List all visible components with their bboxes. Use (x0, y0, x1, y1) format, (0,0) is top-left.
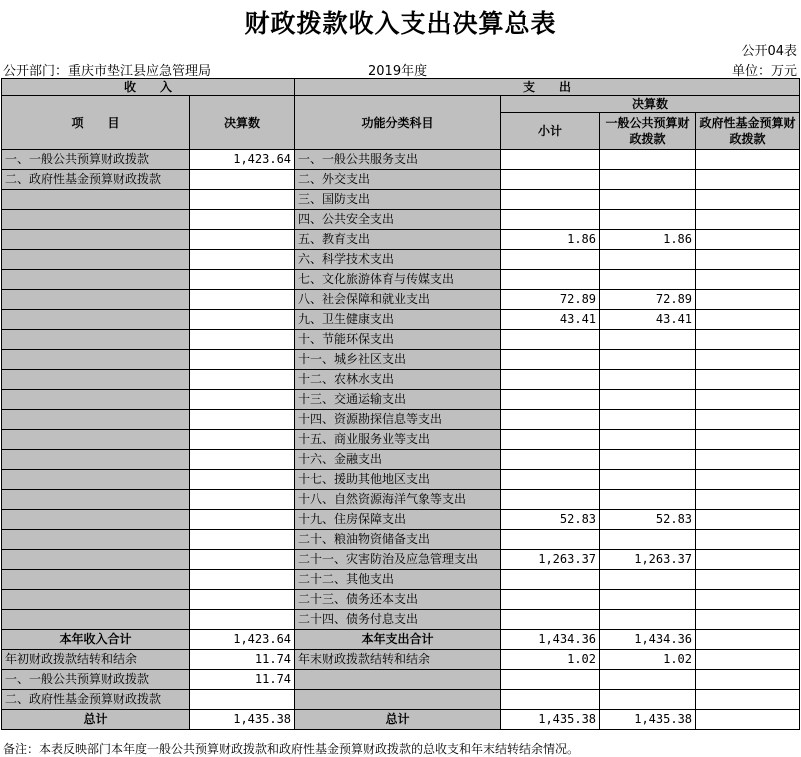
general-budget-amount (600, 450, 696, 470)
general-budget-amount (600, 570, 696, 590)
expense-category: 十一、城乡社区支出 (295, 350, 501, 370)
income-item (2, 370, 190, 390)
table-row (2, 210, 800, 230)
income-total-amount: 1,423.64 (190, 630, 295, 650)
table-row (2, 470, 800, 490)
gov-fund-amount (696, 250, 800, 270)
subtotal-amount (501, 490, 600, 510)
expense-category: 二十一、灾害防治及应急管理支出 (295, 550, 501, 570)
income-amount (190, 370, 295, 390)
table-row (2, 550, 800, 570)
income-amount (190, 250, 295, 270)
grand-total-fund (696, 710, 800, 730)
gov-fund-amount (696, 650, 800, 670)
expense-total-fund (696, 630, 800, 650)
general-budget-amount: 1,263.37 (600, 550, 696, 570)
income-amount (190, 310, 295, 330)
general-budget-amount (600, 530, 696, 550)
subtotal-amount (501, 170, 600, 190)
gov-fund-amount (696, 430, 800, 450)
general-budget-amount: 1.86 (600, 230, 696, 250)
income-item: 二、政府性基金预算财政拨款 (2, 690, 190, 710)
income-item (2, 390, 190, 410)
table-row (2, 670, 800, 690)
table-row (2, 510, 800, 530)
subtotal-amount (501, 190, 600, 210)
gov-fund-header: 政府性基金预算财政拨款 (696, 113, 800, 150)
general-budget-amount (600, 610, 696, 630)
subtotal-amount: 1.86 (501, 230, 600, 250)
expense-category: 十三、交通运输支出 (295, 390, 501, 410)
table-row (2, 570, 800, 590)
subtotal-amount (501, 690, 600, 710)
income-amount (190, 230, 295, 250)
table-row (2, 150, 800, 170)
table-row (2, 390, 800, 410)
subtotal-amount: 72.89 (501, 290, 600, 310)
grand-total-label-left: 总计 (2, 710, 190, 730)
expense-category: 十二、农林水支出 (295, 370, 501, 390)
grand-total-subtotal: 1,435.38 (501, 710, 600, 730)
gov-fund-amount (696, 330, 800, 350)
income-amount (190, 470, 295, 490)
subtotal-amount: 52.83 (501, 510, 600, 530)
gov-fund-amount (696, 450, 800, 470)
income-item (2, 230, 190, 250)
income-header: 收 入 (2, 79, 295, 96)
subtotal-amount: 43.41 (501, 310, 600, 330)
income-item (2, 490, 190, 510)
gov-fund-amount (696, 550, 800, 570)
income-item (2, 290, 190, 310)
gov-fund-amount (696, 150, 800, 170)
table-body (2, 150, 800, 730)
general-budget-amount: 43.41 (600, 310, 696, 330)
gov-fund-amount (696, 470, 800, 490)
subtotal-amount (501, 470, 600, 490)
income-item (2, 410, 190, 430)
expense-category (295, 670, 501, 690)
income-amount (190, 690, 295, 710)
subtotal-amount (501, 430, 600, 450)
expense-category: 年末财政拨款结转和结余 (295, 650, 501, 670)
gov-fund-amount (696, 310, 800, 330)
general-budget-amount (600, 690, 696, 710)
general-budget-amount (600, 270, 696, 290)
gov-fund-amount (696, 290, 800, 310)
general-budget-amount (600, 330, 696, 350)
expense-category: 四、公共安全支出 (295, 210, 501, 230)
general-budget-amount (600, 410, 696, 430)
table-row (2, 690, 800, 710)
general-budget-amount (600, 250, 696, 270)
income-total-label: 本年收入合计 (2, 630, 190, 650)
expense-category: 九、卫生健康支出 (295, 310, 501, 330)
general-budget-header: 一般公共预算财政拨款 (600, 113, 696, 150)
general-budget-amount (600, 390, 696, 410)
gov-fund-amount (696, 530, 800, 550)
income-item (2, 470, 190, 490)
gov-fund-amount (696, 170, 800, 190)
budget-table (1, 78, 800, 730)
income-amount (190, 290, 295, 310)
expense-category: 十九、住房保障支出 (295, 510, 501, 530)
table-row (2, 270, 800, 290)
gov-fund-amount (696, 510, 800, 530)
subtotal-amount (501, 150, 600, 170)
subtotal-amount (501, 370, 600, 390)
gov-fund-amount (696, 410, 800, 430)
table-row (2, 230, 800, 250)
gov-fund-amount (696, 490, 800, 510)
gov-fund-amount (696, 230, 800, 250)
table-row (2, 250, 800, 270)
expense-header: 支 出 (295, 79, 800, 96)
income-item (2, 210, 190, 230)
grand-total-label-right: 总计 (295, 710, 501, 730)
table-row (2, 370, 800, 390)
table-row (2, 410, 800, 430)
income-amount (190, 170, 295, 190)
expense-category: 五、教育支出 (295, 230, 501, 250)
table-row (2, 610, 800, 630)
income-amount (190, 550, 295, 570)
general-budget-amount (600, 170, 696, 190)
expense-category: 十六、金融支出 (295, 450, 501, 470)
income-amount (190, 490, 295, 510)
gov-fund-amount (696, 590, 800, 610)
subtotal-amount (501, 570, 600, 590)
subtotal-amount (501, 450, 600, 470)
table-row (2, 430, 800, 450)
income-item (2, 570, 190, 590)
report-title: 财政拨款收入支出决算总表 (244, 9, 557, 38)
general-budget-amount (600, 190, 696, 210)
income-amount (190, 210, 295, 230)
income-item (2, 310, 190, 330)
expense-total-subtotal: 1,434.36 (501, 630, 600, 650)
gov-fund-amount (696, 210, 800, 230)
income-item (2, 610, 190, 630)
form-code: 公开04表 (741, 44, 797, 59)
expense-total-general: 1,434.36 (600, 630, 696, 650)
table-row (2, 350, 800, 370)
gov-fund-amount (696, 690, 800, 710)
expense-category: 十七、援助其他地区支出 (295, 470, 501, 490)
unit-label: 单位：万元 (731, 64, 797, 79)
gov-fund-amount (696, 570, 800, 590)
expense-category: 二十二、其他支出 (295, 570, 501, 590)
expense-category: 十五、商业服务业等支出 (295, 430, 501, 450)
general-budget-amount (600, 470, 696, 490)
subtotal-amount (501, 270, 600, 290)
general-budget-amount (600, 590, 696, 610)
table-row (2, 310, 800, 330)
subtotal-amount: 1,263.37 (501, 550, 600, 570)
subtotal-amount (501, 670, 600, 690)
expense-category: 十八、自然资源海洋气象等支出 (295, 490, 501, 510)
expense-category: 七、文化旅游体育与传媒支出 (295, 270, 501, 290)
subtotal-amount (501, 390, 600, 410)
subtotal-amount (501, 410, 600, 430)
income-amount (190, 530, 295, 550)
general-budget-amount (600, 350, 696, 370)
expense-category: 二十四、债务付息支出 (295, 610, 501, 630)
gov-fund-amount (696, 670, 800, 690)
table-row (2, 170, 800, 190)
income-item (2, 270, 190, 290)
table-row (2, 290, 800, 310)
expense-category (295, 690, 501, 710)
income-item (2, 510, 190, 530)
income-amount (190, 270, 295, 290)
gov-fund-amount (696, 390, 800, 410)
income-item (2, 530, 190, 550)
final-amount-header: 决算数 (501, 96, 800, 113)
income-amount: 1,423.64 (190, 150, 295, 170)
expense-category: 十四、资源勘探信息等支出 (295, 410, 501, 430)
income-item: 二、政府性基金预算财政拨款 (2, 170, 190, 190)
total-row (2, 630, 800, 650)
table-row (2, 490, 800, 510)
expense-category: 一、一般公共服务支出 (295, 150, 501, 170)
table-row (2, 590, 800, 610)
income-item (2, 190, 190, 210)
income-amount (190, 510, 295, 530)
income-amount (190, 390, 295, 410)
income-item (2, 330, 190, 350)
table-row (2, 650, 800, 670)
income-item: 一、一般公共预算财政拨款 (2, 150, 190, 170)
table-row (2, 530, 800, 550)
income-amount (190, 570, 295, 590)
general-budget-amount (600, 430, 696, 450)
gov-fund-amount (696, 270, 800, 290)
expense-category: 二十三、债务还本支出 (295, 590, 501, 610)
expense-category: 三、国防支出 (295, 190, 501, 210)
income-amount: 11.74 (190, 650, 295, 670)
subtotal-amount (501, 610, 600, 630)
gov-fund-amount (696, 370, 800, 390)
income-item (2, 350, 190, 370)
general-budget-amount: 52.83 (600, 510, 696, 530)
general-budget-amount: 72.89 (600, 290, 696, 310)
grand-total-amount: 1,435.38 (190, 710, 295, 730)
income-amount (190, 330, 295, 350)
subtotal-amount (501, 210, 600, 230)
table-row (2, 330, 800, 350)
func-category-header: 功能分类科目 (295, 96, 501, 150)
general-budget-amount (600, 150, 696, 170)
grand-total-general: 1,435.38 (600, 710, 696, 730)
grand-total-row (2, 710, 800, 730)
income-amount (190, 190, 295, 210)
general-budget-amount (600, 210, 696, 230)
expense-category: 八、社会保障和就业支出 (295, 290, 501, 310)
table-header (2, 79, 800, 150)
gov-fund-amount (696, 610, 800, 630)
income-item (2, 550, 190, 570)
income-item (2, 250, 190, 270)
income-item (2, 430, 190, 450)
department-label: 公开部门：重庆市垫江县应急管理局 (3, 64, 212, 79)
income-item (2, 450, 190, 470)
table-row (2, 190, 800, 210)
subtotal-header: 小计 (501, 113, 600, 150)
income-amount (190, 450, 295, 470)
income-item (2, 590, 190, 610)
subtotal-amount (501, 330, 600, 350)
expense-category: 十、节能环保支出 (295, 330, 501, 350)
income-amount (190, 350, 295, 370)
expense-total-label: 本年支出合计 (295, 630, 501, 650)
item-header: 项 目 (2, 96, 190, 150)
general-budget-amount (600, 370, 696, 390)
subtotal-amount (501, 530, 600, 550)
amount-header: 决算数 (190, 96, 295, 150)
expense-category: 六、科学技术支出 (295, 250, 501, 270)
gov-fund-amount (696, 190, 800, 210)
table-row (2, 450, 800, 470)
subtotal-amount (501, 350, 600, 370)
general-budget-amount (600, 490, 696, 510)
income-amount (190, 590, 295, 610)
income-item: 年初财政拨款结转和结余 (2, 650, 190, 670)
expense-category: 二、外交支出 (295, 170, 501, 190)
fiscal-year: 2019年度 (368, 64, 428, 79)
general-budget-amount: 1.02 (600, 650, 696, 670)
subtotal-amount (501, 590, 600, 610)
income-amount (190, 610, 295, 630)
income-amount (190, 430, 295, 450)
expense-category: 二十、粮油物资储备支出 (295, 530, 501, 550)
general-budget-amount (600, 670, 696, 690)
subtotal-amount: 1.02 (501, 650, 600, 670)
income-amount (190, 410, 295, 430)
footnote: 备注：本表反映部门本年度一般公共预算财政拨款和政府性基金预算财政拨款的总收支和年末结转结余情况。 (3, 742, 580, 756)
gov-fund-amount (696, 350, 800, 370)
income-item: 一、一般公共预算财政拨款 (2, 670, 190, 690)
income-amount: 11.74 (190, 670, 295, 690)
subtotal-amount (501, 250, 600, 270)
